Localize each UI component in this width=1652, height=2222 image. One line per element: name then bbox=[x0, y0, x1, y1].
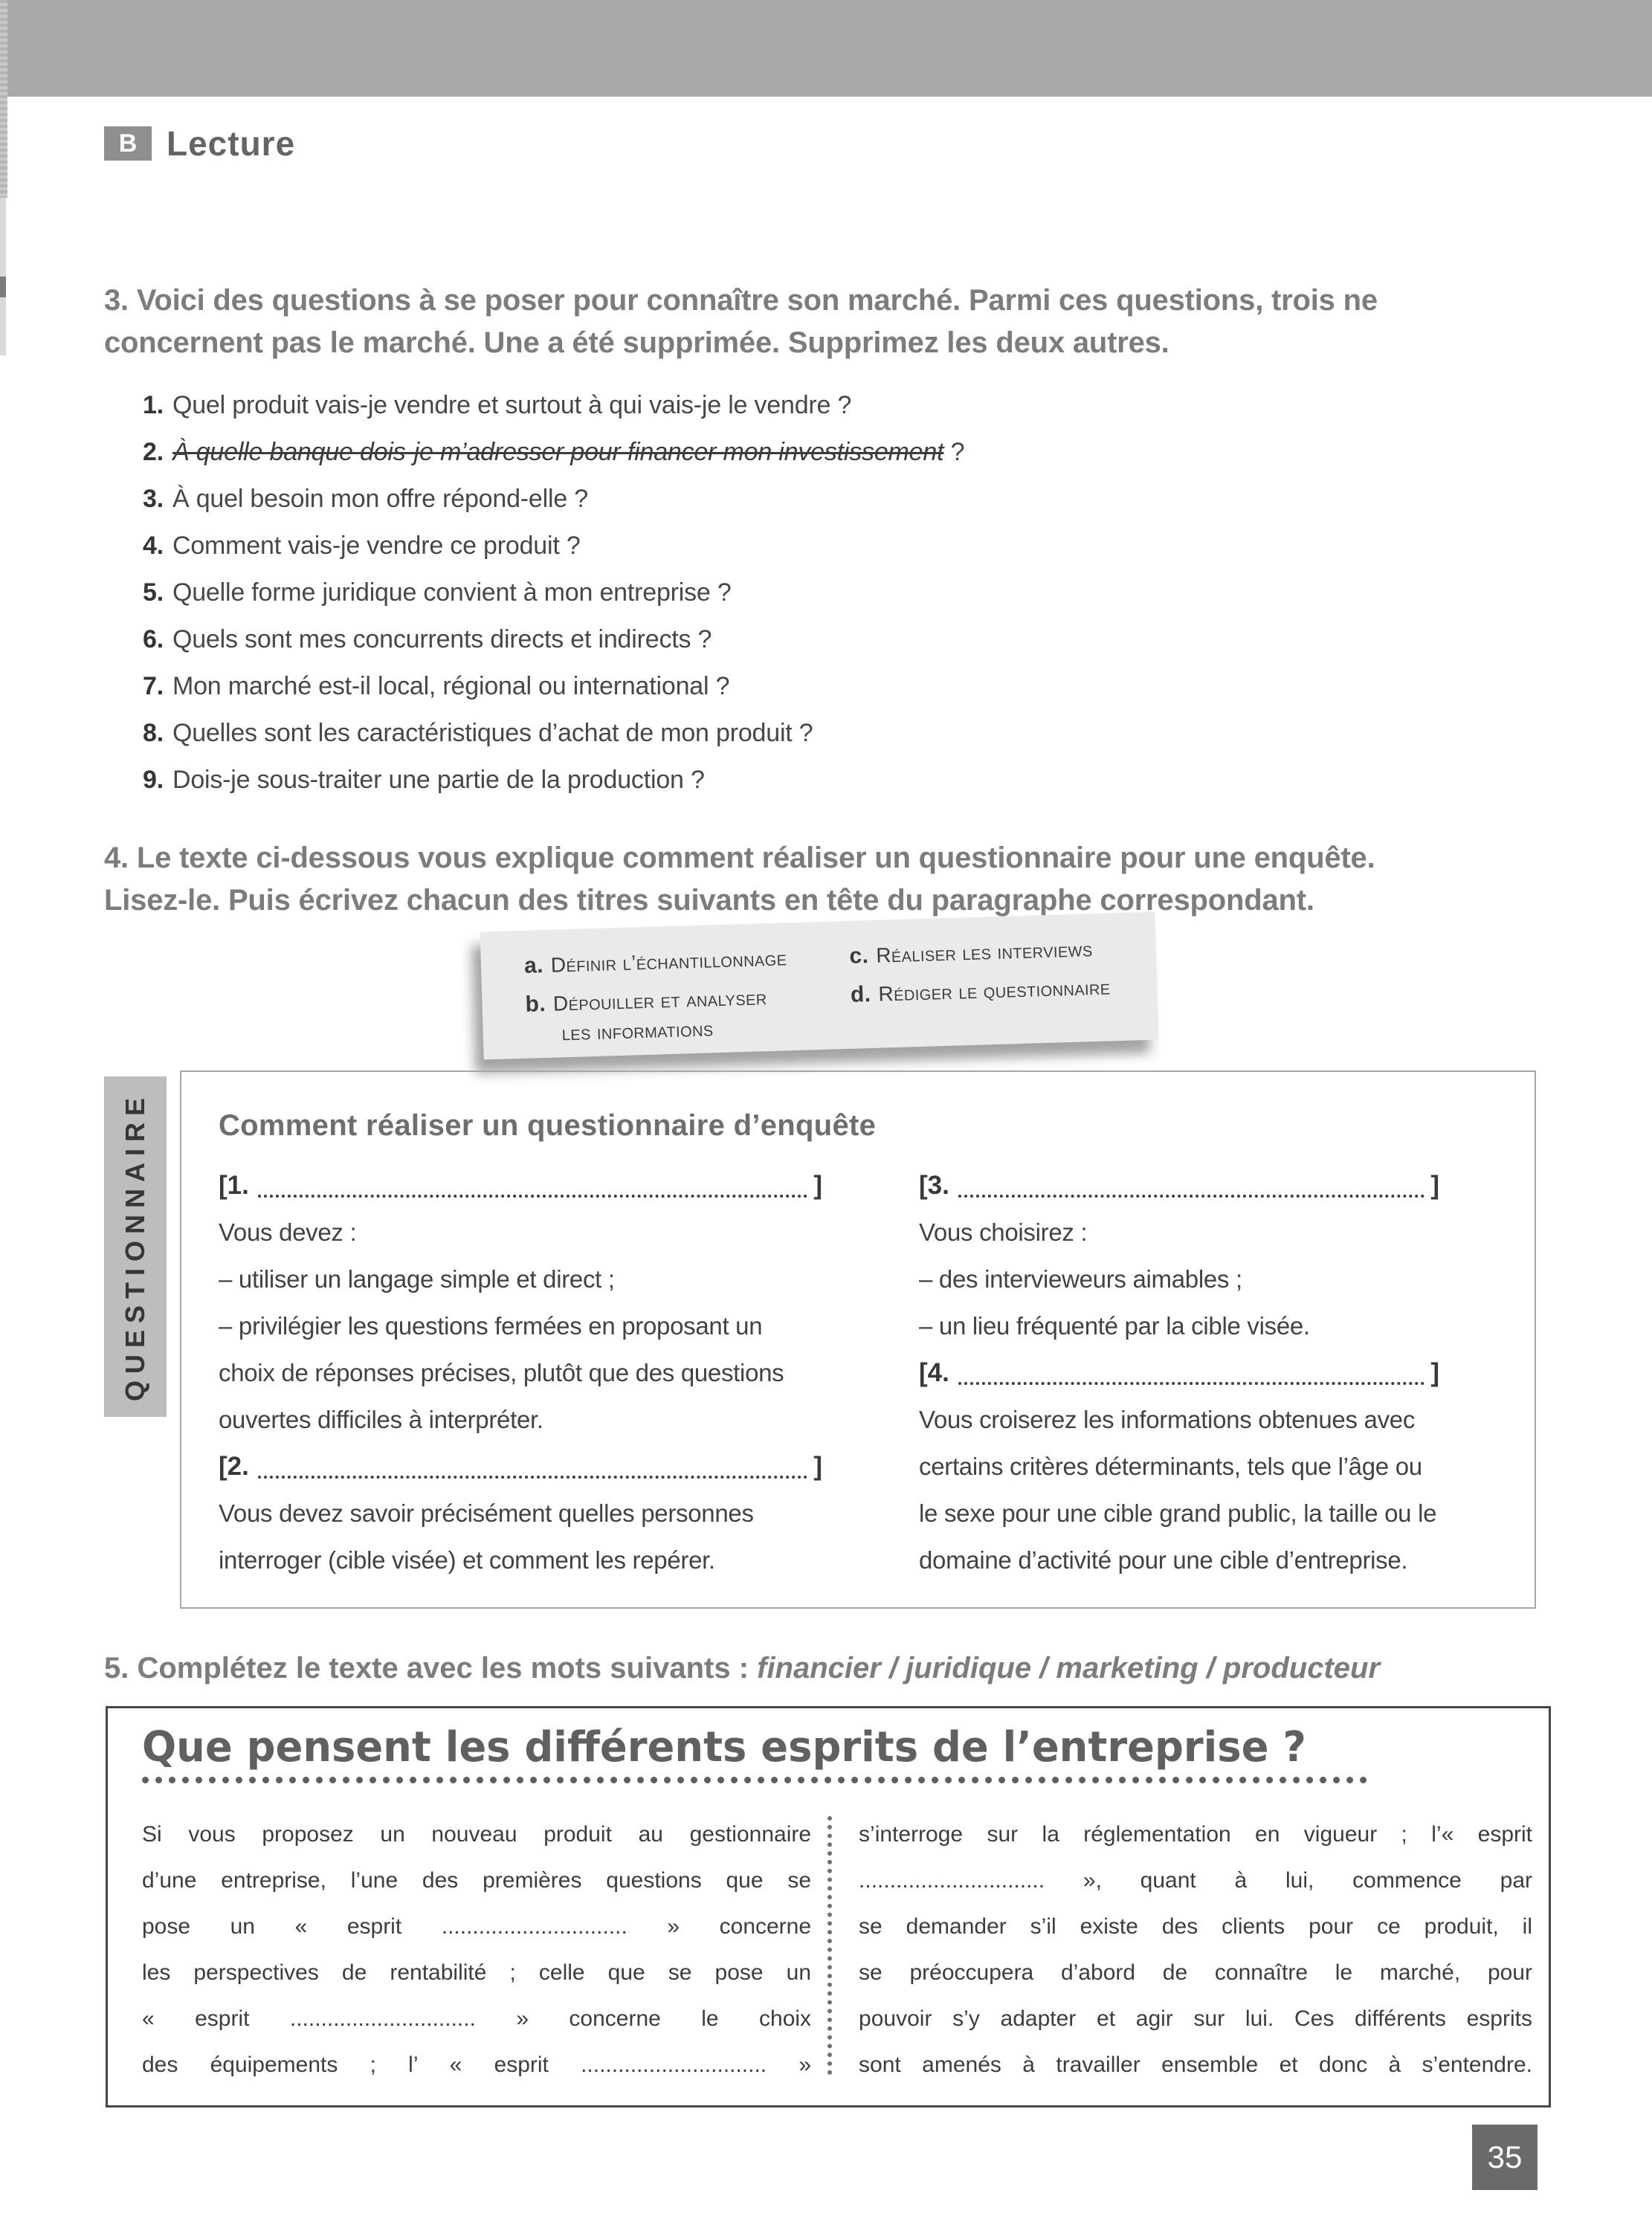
exercise3-heading-line2: concernent pas le marché. Une a été supprimée. Supprimez les deux autres. bbox=[104, 326, 1169, 359]
text-line: « esprit .............................. » concerne le choix bbox=[142, 2006, 812, 2031]
text-line: des équipements ; l’ « esprit .............................. » bbox=[142, 2053, 812, 2077]
section-title: Lecture bbox=[167, 124, 296, 163]
question-item bbox=[143, 523, 1569, 569]
exercise5-word-bank: financier / juridique / marketing / producteur bbox=[757, 1652, 1381, 1685]
note-option-a bbox=[523, 943, 817, 981]
questionnaire-box bbox=[180, 1070, 1536, 1609]
question-text: À quel besoin mon offre répond-elle ? bbox=[172, 485, 588, 513]
text-line: pose un « esprit .............................. » concerne bbox=[142, 1914, 812, 1939]
text-line: les perspectives de rentabilité ; celle que se pose un bbox=[142, 1960, 812, 1985]
option-text: Définir l’échantillonnage bbox=[550, 946, 787, 977]
question-item bbox=[143, 476, 1569, 523]
question-number: 7. bbox=[143, 672, 164, 700]
text-line: Si vous proposez un nouveau produit au gestionnaire bbox=[142, 1822, 812, 1847]
question-item bbox=[143, 710, 1569, 757]
note-option-b bbox=[525, 981, 819, 1050]
reading-box-title: Que pensent les différents esprits de l’entreprise ? bbox=[142, 1723, 1306, 1772]
question-item bbox=[143, 757, 1569, 804]
dotted-leader bbox=[258, 1476, 807, 1479]
text-line: se préoccupera d’abord de connaître le marché, pour bbox=[859, 1960, 1532, 1985]
question-number: 4. bbox=[143, 532, 164, 560]
questionnaire-column-right bbox=[919, 1162, 1439, 1583]
exercise3-heading bbox=[104, 280, 1569, 364]
exercise4 bbox=[104, 837, 1569, 922]
header-band bbox=[0, 0, 1652, 97]
questionnaire-box-title: Comment réaliser un questionnaire d’enquête bbox=[219, 1109, 877, 1142]
question-number: 8. bbox=[143, 719, 164, 747]
option-text: Rédiger le questionnaire bbox=[878, 975, 1111, 1006]
text-line: s’interroge sur la réglementation en vigueur ; l’« esprit bbox=[859, 1822, 1532, 1847]
paragraph-text: Vous croiserez les informations obtenues avec certains critères déterminants, tels que l’âge ou le sexe pour une cible grand public, la taille ou le domaine d’activité pour une cible d’entreprise. bbox=[919, 1406, 1437, 1574]
dotted-leader bbox=[258, 1195, 807, 1198]
question-list bbox=[104, 382, 1569, 804]
questionnaire-column-left bbox=[219, 1162, 822, 1583]
text-line: pouvoir s’y adapter et agir sur lui. Ces différents esprits bbox=[859, 2006, 1532, 2031]
blank-close: ] bbox=[1430, 1358, 1439, 1387]
blank-label: [3. bbox=[919, 1171, 949, 1200]
blank-close: ] bbox=[1430, 1171, 1439, 1200]
bullet-item: – privilégier les questions fermées en proposant un choix de réponses précises, plutôt que des questions ouvertes difficiles à interpréter. bbox=[219, 1312, 784, 1433]
exercise4-heading-line2: Lisez-le. Puis écrivez chacun des titres suivants en tête du paragraphe correspondant. bbox=[104, 884, 1314, 917]
question-number: 9. bbox=[143, 766, 164, 794]
note-column-right bbox=[849, 933, 1140, 1033]
question-text: Comment vais-je vendre ce produit ? bbox=[172, 532, 581, 560]
column-divider bbox=[827, 1816, 832, 2075]
blank-heading-3 bbox=[919, 1162, 1439, 1209]
exercise5-heading-text: 5. Complétez le texte avec les mots suivants : bbox=[104, 1652, 758, 1685]
lead-in-text: Vous devez : bbox=[219, 1218, 357, 1246]
question-text-strikethrough: À quelle banque dois-je m’adresser pour financer mon investissement bbox=[172, 438, 944, 466]
note-column-left bbox=[523, 943, 819, 1044]
paragraph-text: Vous devez savoir précisément quelles personnes interroger (cible visée) et comment les repérer. bbox=[219, 1499, 754, 1574]
blank-close: ] bbox=[813, 1452, 822, 1481]
question-number: 2. bbox=[143, 438, 164, 466]
reading-column-left bbox=[142, 1812, 811, 2088]
question-text: Quelle forme juridique convient à mon entreprise ? bbox=[172, 578, 732, 607]
text-line: sont amenés à travailler ensemble et donc à s’entendre. bbox=[859, 2053, 1532, 2077]
option-text: Réaliser les interviews bbox=[875, 937, 1093, 967]
question-item bbox=[143, 616, 1569, 663]
blank-label: [4. bbox=[919, 1358, 949, 1387]
option-letter: d. bbox=[850, 981, 871, 1007]
exercise3-heading-line1: 3. Voici des questions à se poser pour connaître son marché. Parmi ces questions, trois ne bbox=[104, 284, 1378, 317]
section-badge: B bbox=[104, 126, 152, 161]
question-text: Quelles sont les caractéristiques d’achat de mon produit ? bbox=[172, 719, 813, 747]
question-number: 6. bbox=[143, 625, 164, 653]
bullet-item: – un lieu fréquenté par la cible visée. bbox=[919, 1312, 1310, 1340]
question-item bbox=[143, 569, 1569, 616]
question-item bbox=[143, 382, 1569, 429]
question-text: Mon marché est-il local, régional ou international ? bbox=[172, 672, 730, 700]
reading-box bbox=[106, 1706, 1551, 2108]
question-item-struck bbox=[143, 429, 1569, 476]
note-option-d bbox=[850, 972, 1139, 1010]
text-line: d’une entreprise, l’une des premières questions que se bbox=[142, 1868, 812, 1893]
section-header bbox=[104, 123, 295, 164]
dotted-rule bbox=[142, 1777, 1367, 1783]
question-text: Quels sont mes concurrents directs et indirects ? bbox=[172, 625, 712, 653]
blank-heading-4 bbox=[919, 1349, 1439, 1396]
text-line: se demander s’il existe des clients pour ce produit, il bbox=[859, 1914, 1532, 1939]
question-item bbox=[143, 663, 1569, 710]
question-number: 3. bbox=[143, 485, 164, 513]
text-line: .............................. », quant à lui, commence par bbox=[859, 1868, 1532, 1893]
question-text-suffix: ? bbox=[943, 438, 965, 466]
question-number: 1. bbox=[143, 391, 164, 419]
note-paper bbox=[480, 912, 1159, 1060]
exercise4-heading-line1: 4. Le texte ci-dessous vous explique comment réaliser un questionnaire pour une enquête. bbox=[104, 842, 1375, 874]
bullet-item: – des intervieweurs aimables ; bbox=[919, 1265, 1242, 1293]
option-text-continuation: les informations bbox=[561, 1017, 714, 1045]
option-letter: a. bbox=[523, 953, 544, 978]
blank-label: [1. bbox=[219, 1171, 249, 1200]
reading-column-right bbox=[859, 1812, 1532, 2088]
option-text: Dépouiller et analyser bbox=[552, 986, 768, 1015]
page-number-badge: 35 bbox=[1472, 2125, 1538, 2190]
exercise5-heading bbox=[104, 1652, 1380, 1685]
note-option-c bbox=[849, 933, 1138, 972]
blank-heading-1 bbox=[219, 1162, 822, 1209]
option-letter: b. bbox=[525, 991, 546, 1017]
dotted-leader bbox=[958, 1382, 1424, 1385]
blank-heading-2 bbox=[219, 1443, 822, 1490]
blank-close: ] bbox=[813, 1171, 822, 1200]
scan-edge-tab bbox=[0, 277, 6, 297]
bullet-item: – utiliser un langage simple et direct ; bbox=[219, 1265, 615, 1293]
exercise3 bbox=[104, 280, 1569, 804]
blank-label: [2. bbox=[219, 1452, 249, 1481]
questionnaire-columns bbox=[219, 1162, 1490, 1583]
lead-in-text: Vous choisirez : bbox=[919, 1218, 1088, 1246]
reading-columns bbox=[142, 1812, 1532, 2088]
question-text: Quel produit vais-je vendre et surtout à qui vais-je le vendre ? bbox=[172, 391, 852, 419]
questionnaire-side-label: QUESTIONNAIRE bbox=[120, 1091, 150, 1402]
scan-edge-artifact bbox=[0, 0, 7, 198]
question-number: 5. bbox=[143, 578, 164, 607]
option-letter: c. bbox=[848, 943, 869, 969]
question-text: Dois-je sous-traiter une partie de la production ? bbox=[172, 766, 705, 794]
questionnaire-side-band bbox=[104, 1076, 167, 1417]
dotted-leader bbox=[958, 1195, 1424, 1198]
exercise4-heading bbox=[104, 837, 1569, 922]
